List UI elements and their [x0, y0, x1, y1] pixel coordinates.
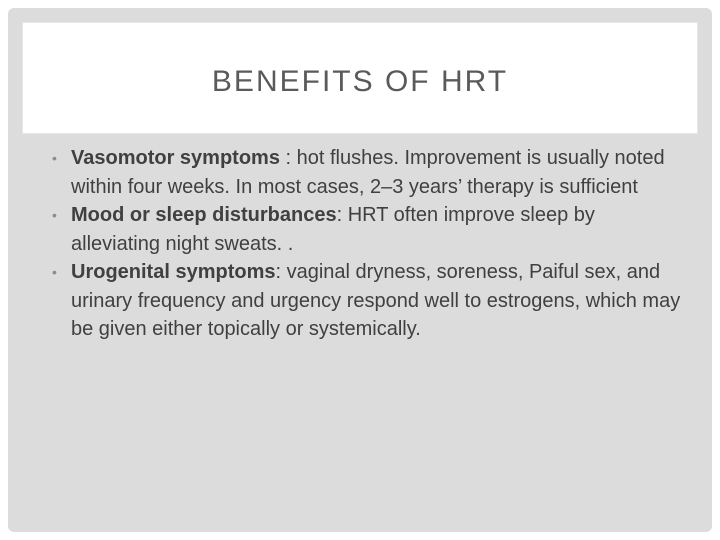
- bullet-term: Vasomotor symptoms: [71, 147, 280, 169]
- bullet-item-mood-sleep: [52, 201, 682, 258]
- bullet-term: Urogenital symptoms: [71, 261, 276, 283]
- slide: [8, 8, 712, 532]
- bullet-list: [52, 144, 682, 344]
- title-box: [22, 22, 698, 134]
- bullet-item-urogenital: [52, 258, 682, 344]
- slide-content: [52, 144, 682, 344]
- bullet-text: : hot flushes. Improvement is usually noted within four weeks. In most cases, 2–3 years’ therapy is sufficient: [71, 147, 665, 198]
- bullet-term: Mood or sleep disturbances: [71, 204, 337, 226]
- bullet-text: : HRT often improve sleep by alleviating night sweats. .: [71, 204, 595, 255]
- bullet-item-vasomotor: [52, 144, 682, 201]
- bullet-icon: •: [52, 150, 57, 166]
- bullet-text: : vaginal dryness, soreness, Paiful sex, and urinary frequency and urgency respond well to estrogens, which may be given either topically or systemically.: [71, 261, 681, 340]
- bullet-icon: •: [52, 207, 57, 223]
- bullet-icon: •: [52, 264, 57, 280]
- slide-title: BENEFITS OF HRT: [211, 65, 509, 98]
